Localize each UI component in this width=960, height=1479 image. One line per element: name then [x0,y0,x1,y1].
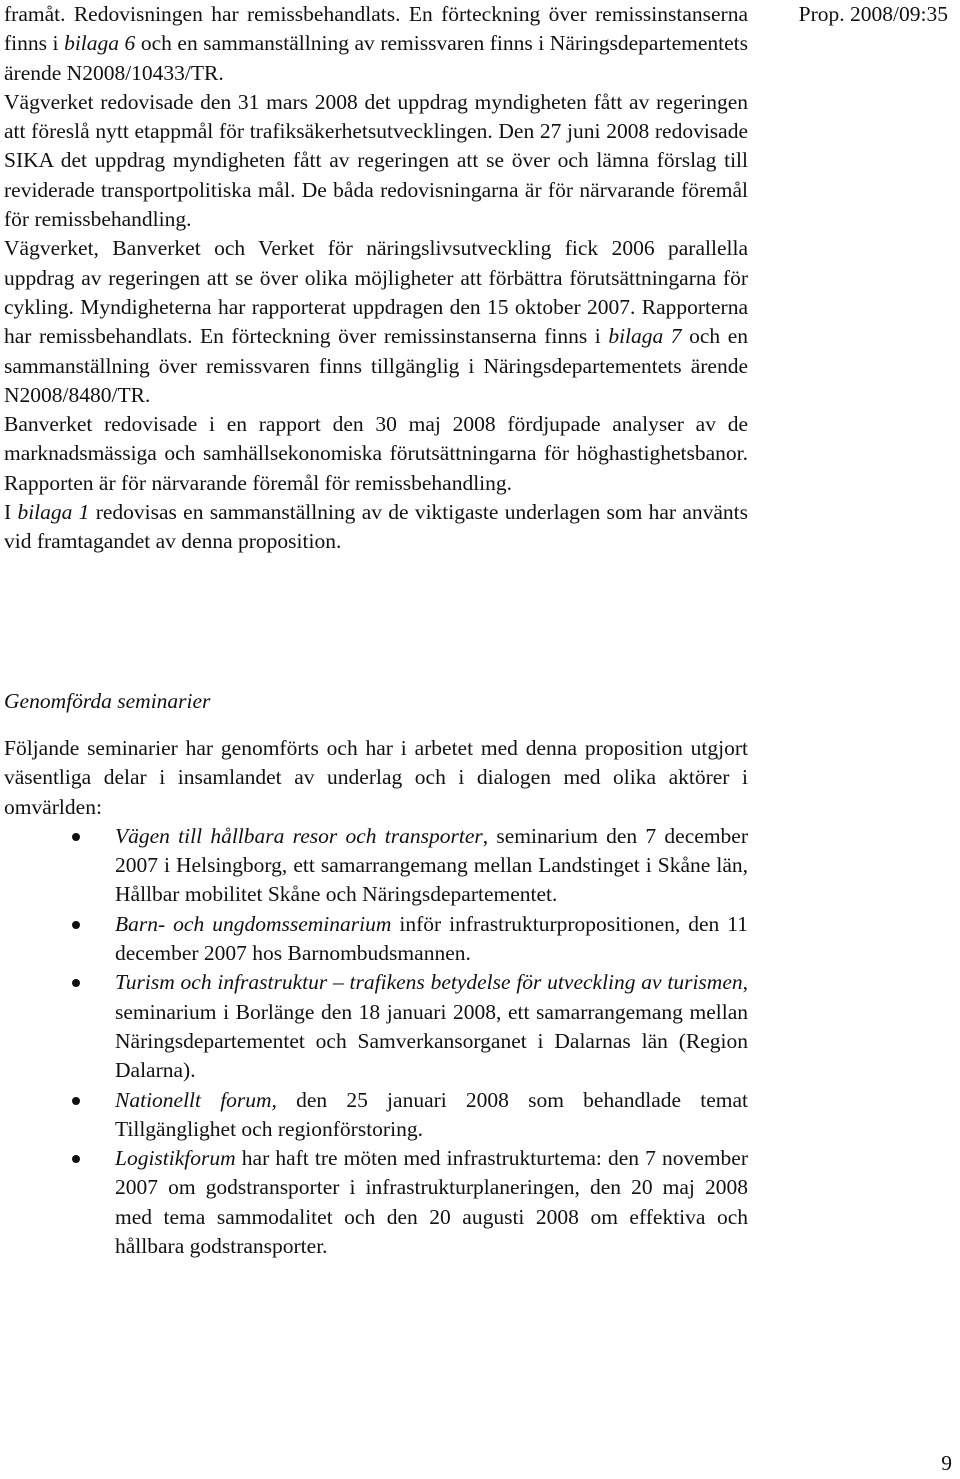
bullet-icon [72,833,80,841]
bilaga-reference: bilaga 1 [17,500,90,525]
seminar-intro: Följande seminarier har genomförts och har i arbetet med denna proposition utgjort väsentliga delar i insamlandet av underlag och i dialogen med olika aktörer i omvärlden: [4,736,748,819]
list-item [4,822,748,910]
body-text [4,0,748,557]
seminar-details: har haft tre möten med infrastrukturtema: den 7 november 2007 om godstransporter i infrastrukturplaneringen, den 20 maj 2008 med tema sammodalitet och den 20 augusti 2008 om effektiva och hållbara godstransporter. [115,1146,748,1259]
seminar-details: , seminarium den 7 december 2007 i Helsingborg, ett samarrangemang mellan Landstinget i Skåne län, Hållbar mobilitet Skåne och Näringsdepartementet. [115,823,748,907]
paragraph-hoghastighetsbanor: Banverket redovisade i en rapport den 30 maj 2008 fördjupade analyser av de marknadsmässiga och samhällsekonomiska förutsättningarna för höghastighetsbanor. Rapporten är för närvarande föremål för remissbehandling. [4,412,748,495]
paragraph-text: I [4,500,18,525]
seminar-title: Nationellt forum, [115,1087,277,1112]
paragraph-remiss-bilaga-6 [4,0,748,88]
bullet-icon [72,979,80,987]
paragraph-text: och en sammanställning över remissvaren finns tillgänglig i Näringsdepartementets ärende N2008/8480/TR. [4,324,748,407]
list-item [4,1144,748,1261]
seminar-details: , seminarium i Borlänge den 18 januari 2008, ett samarrangemang mellan Näringsdepartementet och Samverkansorganet i Dalarnas län (Region Dalarna). [115,970,748,1083]
seminar-title: Logistikforum [115,1146,236,1171]
bullet-icon [72,921,80,929]
paragraph-bilaga-1 [4,498,748,557]
proposition-reference: Prop. 2008/09:35 [798,2,948,26]
seminar-title: Vägen till hållbara resor och transporter [115,823,483,848]
paragraph-text: framåt. Redovisningen har remissbehandlats. En förteckning över remissinstanserna finns i [4,2,748,56]
page-number: 9 [941,1451,952,1475]
paragraph-text: och en sammanställning av remissvaren finns i Näringsdepartementets ärende N2008/10433/TR. [4,31,749,85]
section-heading: Genomförda seminarier [4,689,211,713]
paragraph-vagverket-etappmal: Vägverket redovisade den 31 mars 2008 det uppdrag myndigheten fått av regeringen att föreslå nytt etappmål för trafiksäkerhetsutvecklingen. Den 27 juni 2008 redovisade SIKA det uppdrag myndigheten fått av regeringen att se över och lämna förslag till reviderade transportpolitiska mål. De båda redovisningarna är för närvarande föremål för remissbehandling. [4,89,748,232]
seminar-list [4,822,748,1261]
seminar-details: inför infrastrukturpropositionen, den 11 december 2007 hos Barnombudsmannen. [115,911,748,966]
bullet-icon [72,1155,80,1163]
bullet-icon [72,1097,80,1105]
list-item [4,968,748,1085]
seminar-details: den 25 januari 2008 som behandlade temat Tillgänglighet och regionförstoring. [115,1087,748,1141]
seminar-section [4,734,748,1261]
list-item [4,1086,748,1145]
bilaga-reference: bilaga 7 [608,324,682,349]
bilaga-reference: bilaga 6 [64,31,136,56]
seminar-title: Barn- och ungdomsseminarium [115,911,392,936]
seminar-title: Turism och infrastruktur – trafikens betydelse för utveckling av turismen [115,970,743,995]
paragraph-text: redovisas en sammanställning av de viktigaste underlagen som har använts vid framtagandet av denna proposition. [4,500,749,554]
paragraph-cykling [4,234,748,410]
paragraph-text: Vägverket, Banverket och Verket för näringslivsutveckling fick 2006 parallella uppdrag av regeringen att se över olika möjligheter att förbättra förutsättningarna för cykling. Myndigheterna har rapporterat uppdragen den 15 oktober 2007. Rapporterna har remissbehandlats. En förteckning över remissinstanserna finns i [4,236,748,349]
list-item [4,910,748,969]
